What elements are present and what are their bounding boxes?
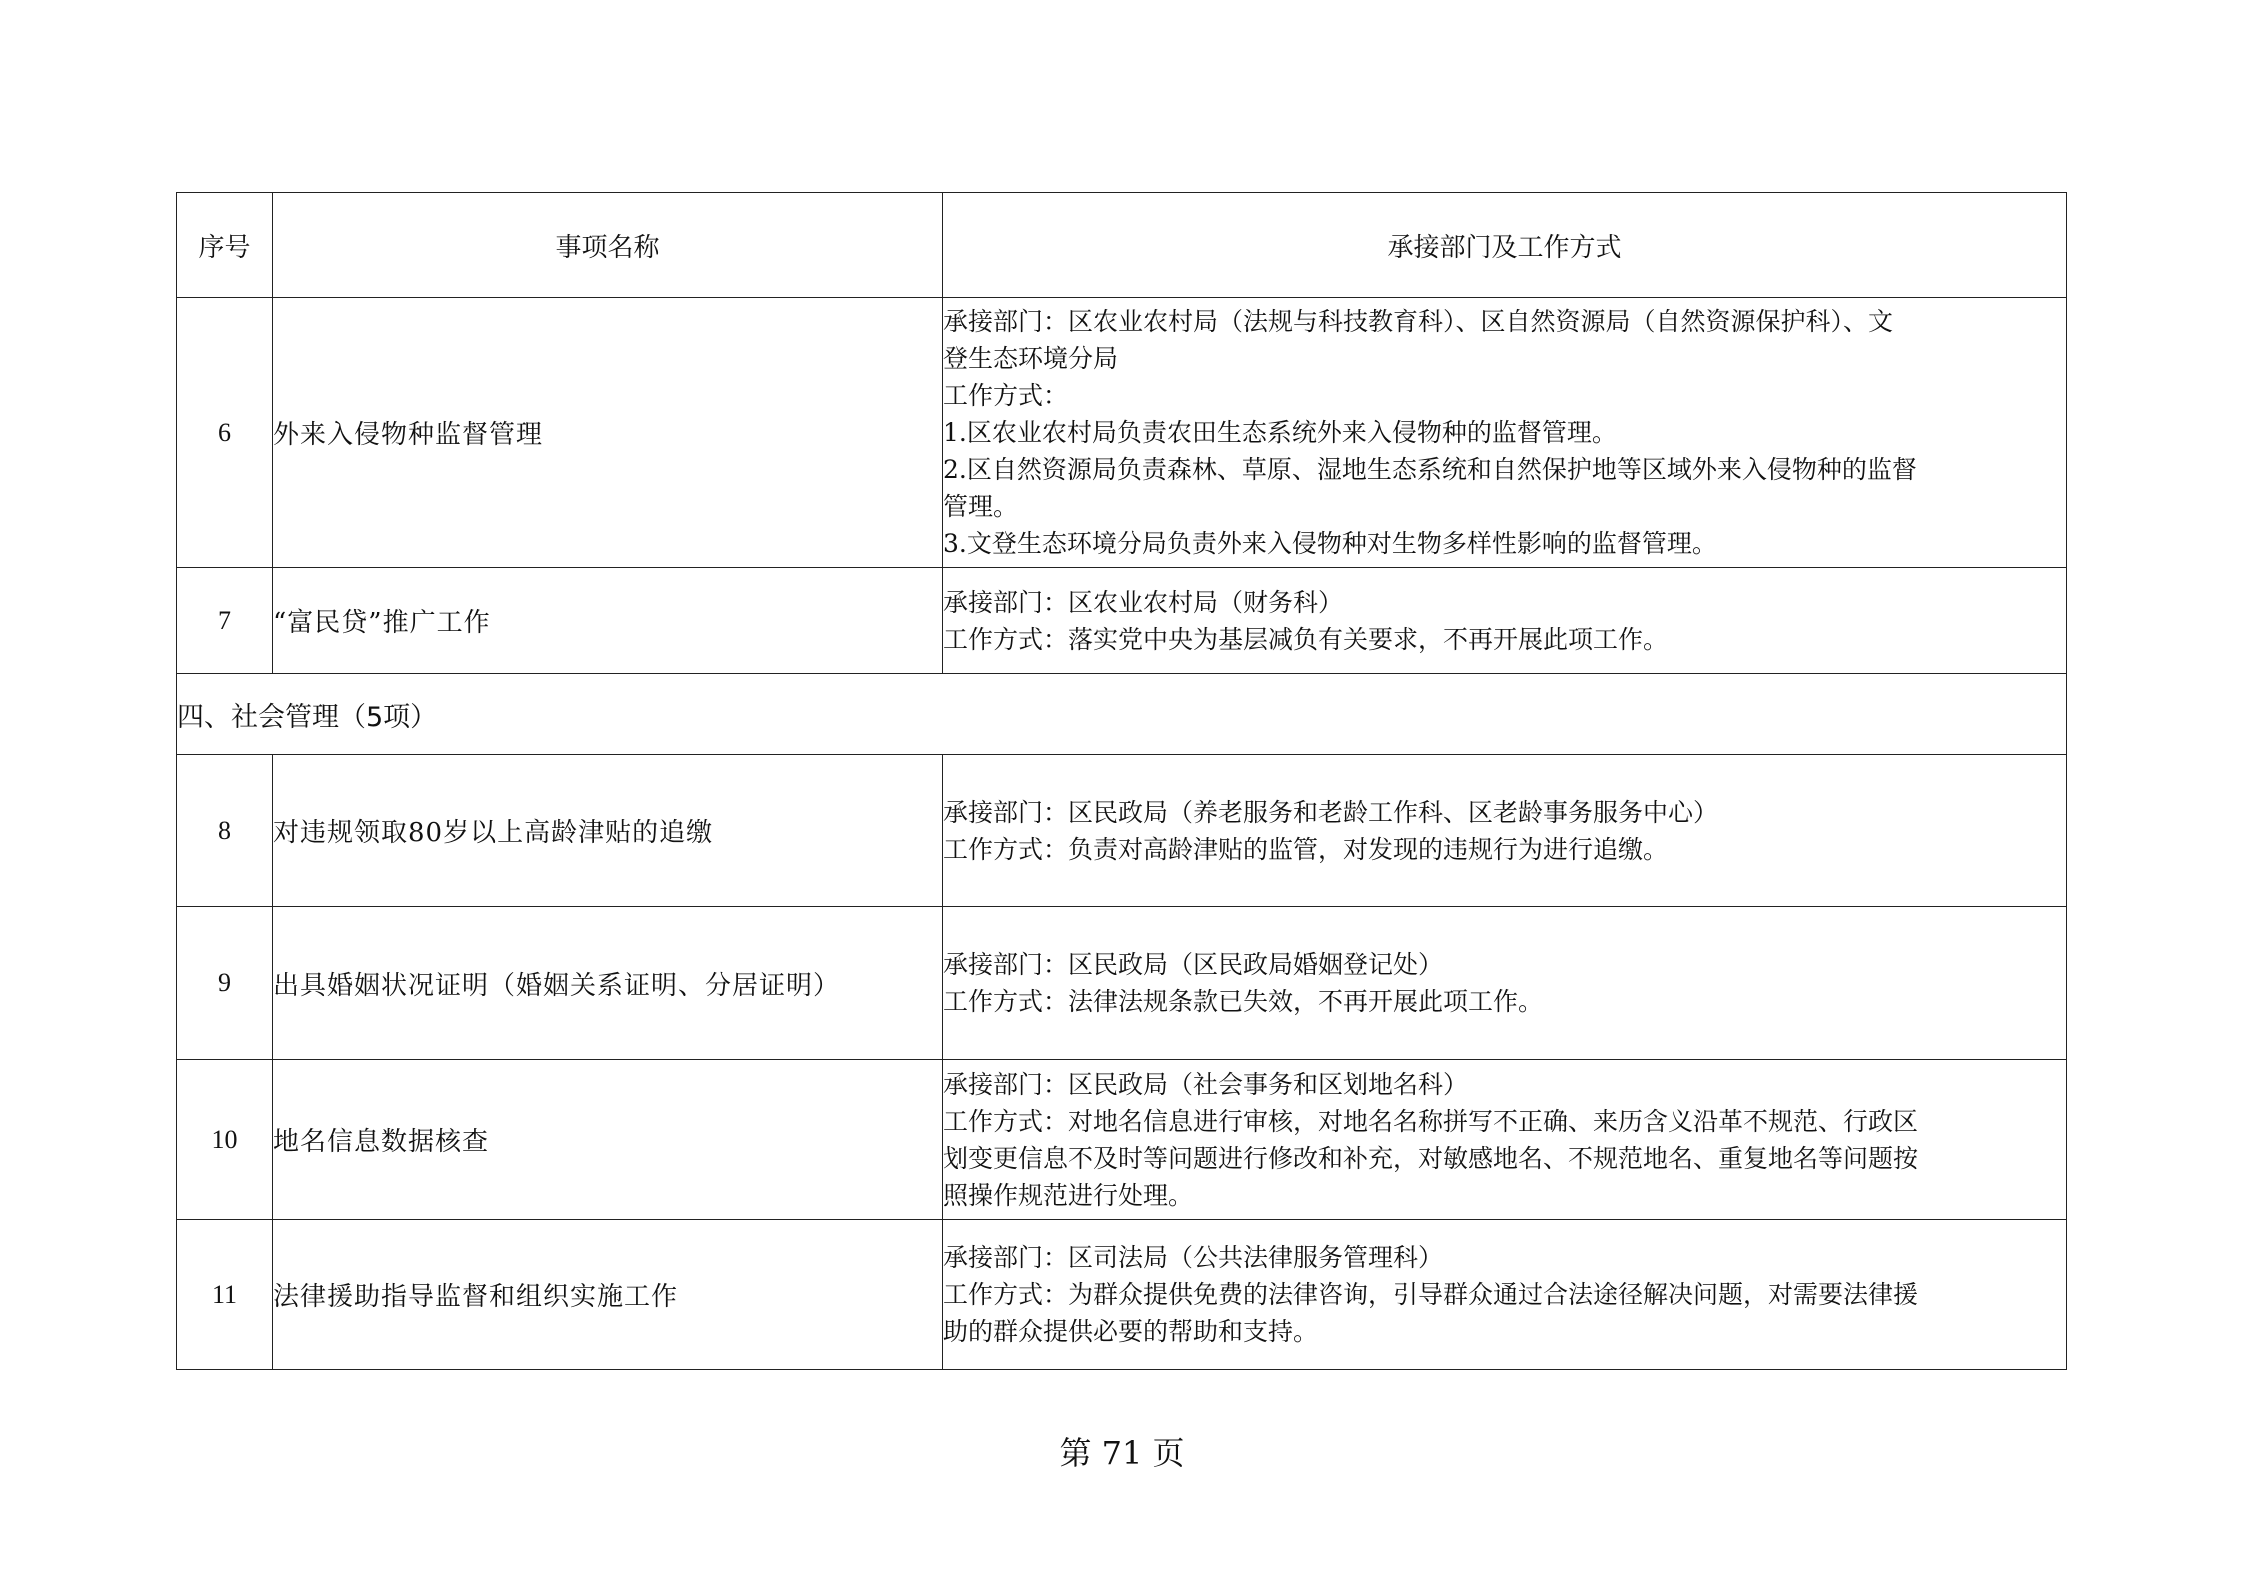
- section-row: [177, 674, 2067, 755]
- page-number: 第 71 页: [1059, 1434, 1185, 1472]
- table-body-part-b: [177, 755, 2067, 1370]
- description-line: 承接部门：区民政局（区民政局婚姻登记处）: [943, 950, 1444, 979]
- table-body-part-a: [177, 298, 2067, 674]
- description-line: 管理。: [943, 492, 1019, 521]
- description-line: 助的群众提供必要的帮助和支持。: [943, 1317, 1319, 1346]
- description-line: 1.区农业农村局负责农田生态系统外来入侵物种的监督管理。: [943, 418, 1617, 447]
- description-line: 照操作规范进行处理。: [943, 1180, 1194, 1210]
- table-row: [177, 755, 2067, 907]
- row-item-name: 地名信息数据核查: [273, 1060, 943, 1220]
- description-line: 3.文登生态环境分局负责外来入侵物种对生物多样性影响的监督管理。: [943, 529, 1717, 558]
- row-item-name: 法律援助指导监督和组织实施工作: [273, 1220, 943, 1370]
- row-department-method: [943, 755, 2067, 907]
- description-line: 划变更信息不及时等问题进行修改和补充，对敏感地名、不规范地名、重复地名等问题按: [943, 1143, 1919, 1173]
- items-table: [176, 192, 2067, 1370]
- description-line: 承接部门：区司法局（公共法律服务管理科）: [943, 1243, 1444, 1272]
- description-line: 工作方式：落实党中央为基层减负有关要求，不再开展此项工作。: [943, 624, 1669, 654]
- row-item-name: 对违规领取80岁以上高龄津贴的追缴: [273, 755, 943, 907]
- description-line: 承接部门：区农业农村局（法规与科技教育科）、区自然资源局（自然资源保护科）、文: [943, 307, 1894, 336]
- row-item-name: 外来入侵物种监督管理: [273, 298, 943, 568]
- header-serial: 序号: [177, 193, 273, 298]
- description-line: 承接部门：区民政局（养老服务和老龄工作科、区老龄事务服务中心）: [943, 797, 1719, 827]
- row-department-method: [943, 907, 2067, 1060]
- row-serial-number: 6: [177, 298, 273, 568]
- table-row: [177, 298, 2067, 568]
- section-heading: 四、社会管理（5项）: [177, 674, 2067, 755]
- section-heading-body: [177, 674, 2067, 755]
- row-item-name: 出具婚姻状况证明（婚姻关系证明、分居证明）: [273, 907, 943, 1060]
- row-department-method: [943, 1060, 2067, 1220]
- description-line: 工作方式：对地名信息进行审核，对地名名称拼写不正确、来历含义沿革不规范、行政区: [943, 1106, 1919, 1136]
- table-row: [177, 1220, 2067, 1370]
- row-department-method: [943, 298, 2067, 568]
- table-row: [177, 907, 2067, 1060]
- row-serial-number: 11: [177, 1220, 273, 1370]
- table-row: [177, 1060, 2067, 1220]
- table-row: [177, 568, 2067, 674]
- row-department-method: [943, 568, 2067, 674]
- row-serial-number: 8: [177, 755, 273, 907]
- description-line: 工作方式：为群众提供免费的法律咨询，引导群众通过合法途径解决问题，对需要法律援: [943, 1280, 1919, 1309]
- table-header-row: [177, 193, 2067, 298]
- header-item-name: 事项名称: [273, 193, 943, 298]
- description-line: 工作方式：: [943, 381, 1069, 410]
- description-line: 承接部门：区农业农村局（财务科）: [943, 587, 1344, 617]
- description-line: 2.区自然资源局负责森林、草原、湿地生态系统和自然保护地等区域外来入侵物种的监督: [943, 455, 1917, 484]
- row-serial-number: 10: [177, 1060, 273, 1220]
- description-line: 工作方式：法律法规条款已失效，不再开展此项工作。: [943, 987, 1544, 1016]
- description-line: 登生态环境分局: [943, 344, 1119, 373]
- description-line: 工作方式：负责对高龄津贴的监管，对发现的违规行为进行追缴。: [943, 834, 1669, 864]
- description-line: 承接部门：区民政局（社会事务和区划地名科）: [943, 1069, 1469, 1099]
- row-serial-number: 9: [177, 907, 273, 1060]
- header-department-method: 承接部门及工作方式: [943, 193, 2067, 298]
- row-department-method: [943, 1220, 2067, 1370]
- row-item-name: “富民贷”推广工作: [273, 568, 943, 674]
- row-serial-number: 7: [177, 568, 273, 674]
